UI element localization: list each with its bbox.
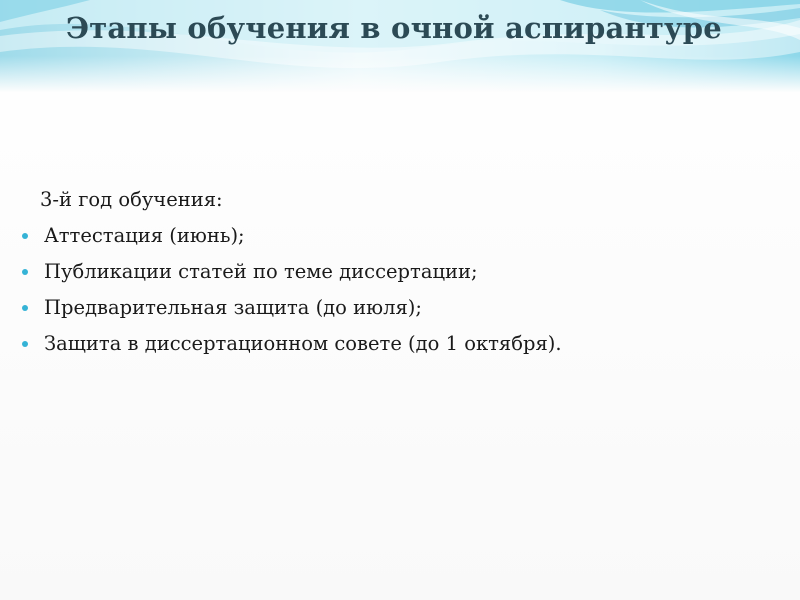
slide-title: Этапы обучения в очной аспирантуре [66, 11, 722, 45]
list-item-text: Публикации статей по теме диссертации; [44, 260, 478, 283]
list-item [22, 254, 782, 290]
bullet-icon [22, 341, 28, 347]
slide-content [22, 182, 782, 362]
list-item-text: Защита в диссертационном совете (до 1 октября). [44, 332, 562, 355]
stages-list [22, 218, 782, 362]
header-band [0, 0, 800, 92]
list-item [22, 218, 782, 254]
bullet-icon [22, 305, 28, 311]
list-item-text: Предварительная защита (до июля); [44, 296, 422, 319]
list-item [22, 290, 782, 326]
bullet-icon [22, 269, 28, 275]
bullet-icon [22, 233, 28, 239]
list-item [22, 326, 782, 362]
list-item-text: Аттестация (июнь); [44, 224, 245, 247]
year-subtitle: 3-й год обучения: [40, 188, 223, 211]
